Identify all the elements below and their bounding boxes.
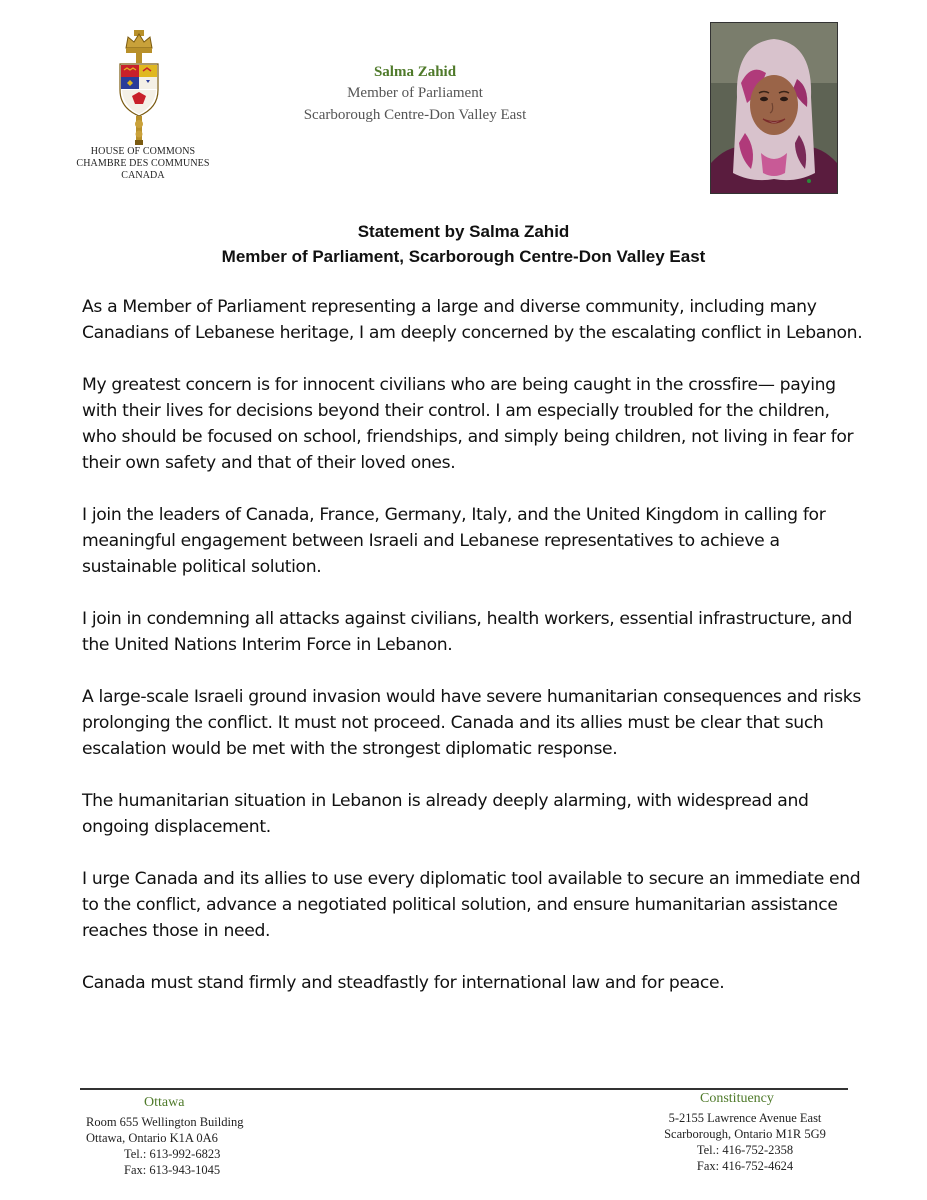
ottawa-heading: Ottawa [144, 1095, 185, 1110]
mp-title: Member of Parliament [347, 85, 483, 101]
mp-name: Salma Zahid [373, 64, 457, 80]
house-of-commons-label [70, 146, 216, 182]
paragraph: My greatest concern is for innocent civilians who are being caught in the crossfire— paying with their lives for decisions beyond their control. I am especially troubled for the children, who should be focused on school, friendships, and simply being children, not living in fear for their own safety and that of their loved ones. [82, 375, 854, 473]
ottawa-fax: Fax: 613-943-1045 [124, 1163, 221, 1177]
house-line-french: CHAMBRE DES COMMUNES [76, 158, 210, 169]
statement-title-line2: Member of Parliament, Scarborough Centre-Don Valley East [221, 247, 706, 266]
statement-title [0, 219, 927, 269]
statement-title-line1: Statement by Salma Zahid [357, 222, 570, 241]
house-line-english: HOUSE OF COMMONS [90, 146, 196, 157]
ottawa-address-line2: Ottawa, Ontario K1A 0A6 [86, 1131, 218, 1145]
ottawa-address-line1: Room 655 Wellington Building [86, 1115, 244, 1129]
statement-body [82, 294, 867, 1022]
constituency-fax: Fax: 416-752-4624 [696, 1159, 794, 1173]
constituency-address-line2: Scarborough, Ontario M1R 5G9 [664, 1127, 826, 1141]
mp-riding: Scarborough Centre-Don Valley East [303, 107, 527, 123]
footer-constituency-office [640, 1090, 850, 1174]
paragraph: The humanitarian situation in Lebanon is already deeply alarming, with widespread and ongoing displacement. [82, 791, 809, 837]
ottawa-telephone: Tel.: 613-992-6823 [124, 1147, 221, 1161]
constituency-telephone: Tel.: 416-752-2358 [696, 1143, 794, 1157]
paragraph: I join the leaders of Canada, France, Germany, Italy, and the United Kingdom in calling for meaningful engagement between Israeli and Lebanese representatives to achieve a sustainable political solution. [82, 505, 826, 577]
paragraph: I join in condemning all attacks against civilians, health workers, essential infrastructure, and the United Nations Interim Force in Lebanon. [82, 609, 853, 655]
footer-ottawa-office [82, 1094, 282, 1178]
constituency-address-line1: 5-2155 Lawrence Avenue East [668, 1111, 822, 1125]
house-of-commons-crest-icon [112, 28, 166, 146]
mp-header [250, 62, 580, 126]
constituency-heading: Constituency [700, 1091, 774, 1106]
paragraph: A large-scale Israeli ground invasion would have severe humanitarian consequences and risks prolonging the conflict. It must not proceed. Canada and its allies must be clear that such escalation would be met with the strongest diplomatic response. [82, 687, 861, 759]
paragraph: Canada must stand firmly and steadfastly for international law and for peace. [82, 973, 725, 993]
paragraph: As a Member of Parliament representing a large and diverse community, including many Canadians of Lebanese heritage, I am deeply concerned by the escalating conflict in Lebanon. [82, 297, 863, 343]
house-line-country: CANADA [121, 170, 165, 181]
paragraph: I urge Canada and its allies to use every diplomatic tool available to secure an immediate end to the conflict, advance a negotiated political solution, and ensure humanitarian assistance reaches those in need. [82, 869, 861, 941]
mp-portrait-photo [710, 22, 838, 194]
